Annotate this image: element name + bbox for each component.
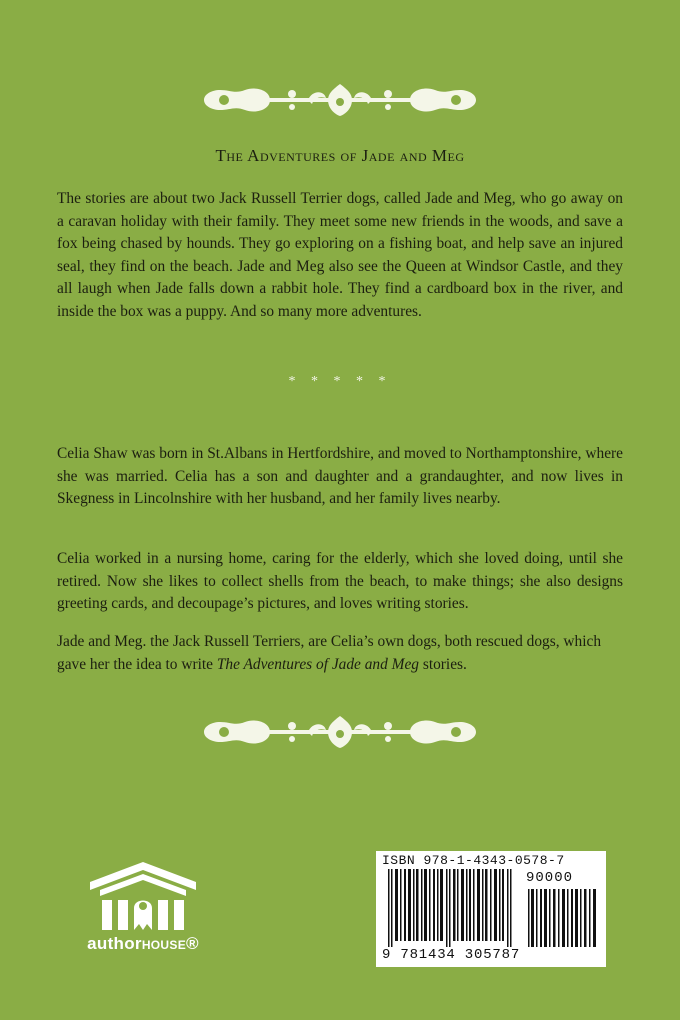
author-bio-paragraph-1: Celia Shaw was born in St.Albans in Hertfordshire, and moved to Northamptonshire, where she was married. Celia has a son and daughter and a grandaughter, and now lives in Skegness in Lincolnshire with her husband, and her family lives nearby. — [57, 445, 623, 507]
ean-barcode-bars — [380, 869, 520, 947]
price-addon-label: 90000 — [526, 870, 574, 886]
bio3-text-before: Jade and Meg. the Jack Russell Terriers, are Celia’s own dogs, both rescued dogs, which gave her the idea to write — [57, 633, 602, 673]
addon-barcode-bars — [526, 889, 600, 947]
bottom-ornament-divider — [200, 712, 480, 752]
publisher-name-house: HOUSE — [141, 938, 187, 952]
section-separator: * * * * * — [288, 374, 392, 389]
author-bio-paragraph-3 — [57, 631, 623, 676]
barcode-digits: 9 781434 305787 — [382, 947, 521, 963]
publisher-name-author: author — [87, 934, 142, 953]
bio3-book-title-italic: The Adventures of Jade and Meg — [216, 655, 419, 673]
authorhouse-house-icon — [68, 860, 218, 932]
top-ornament-divider — [200, 80, 480, 120]
publisher-logo — [68, 860, 218, 953]
publisher-wordmark — [68, 934, 218, 954]
bio3-text-after: stories. — [419, 655, 467, 673]
isbn-label: ISBN 978-1-4343-0578-7 — [382, 853, 565, 868]
registered-mark: ® — [186, 934, 199, 953]
isbn-barcode — [376, 851, 606, 967]
book-title: The Adventures of Jade and Meg — [215, 146, 465, 165]
author-bio-paragraph-2: Celia worked in a nursing home, caring for the elderly, which she loved doing, until she retired. Now she likes to collect shells from the beach, to make things; she also designs greeting cards, and decoupage’s pictures, and loves writing stories. — [57, 550, 623, 612]
blurb-paragraph: The stories are about two Jack Russell Terrier dogs, called Jade and Meg, who go away on a caravan holiday with their family. They meet some new friends in the woods, and save a fox being chased by hounds. They go exploring on a fishing boat, and help save an injured seal, they find on the beach. Jade and Meg also see the Queen at Windsor Castle, and they all laugh when Jade falls down a rabbit hole. They find a cardboard box in the river, and inside the box was a puppy. And so many more adventures. — [57, 190, 623, 320]
